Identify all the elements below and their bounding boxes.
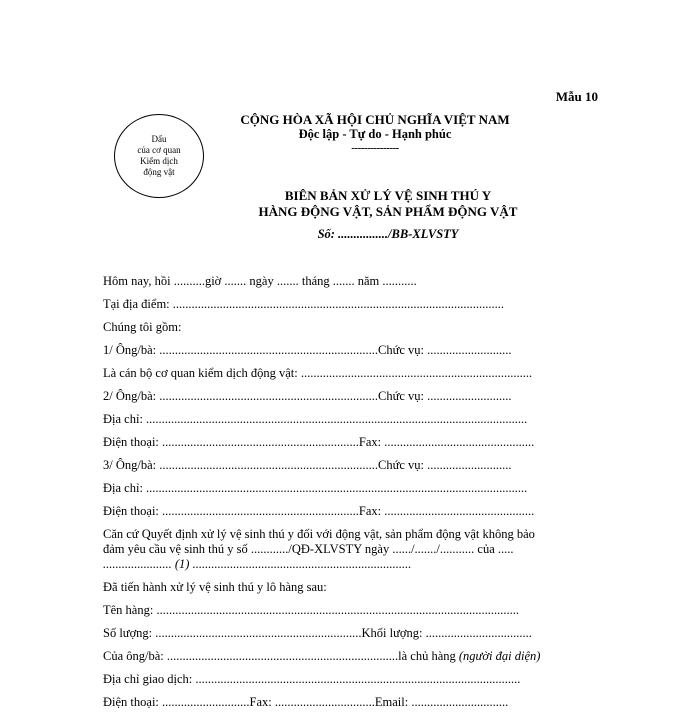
field-trading-address: Địa chỉ giao dịch: ........................................................................................................ [103, 672, 521, 686]
basis-paragraph [103, 527, 573, 572]
stamp-line: Kiểm dịch [140, 156, 178, 166]
field-owner [103, 645, 573, 668]
document-number: Số: ................/BB-XLVSTY [317, 227, 459, 241]
field-phone-3: Điện thoại: ...............................................................Fax: ................................................ [103, 504, 535, 518]
basis-line-3: ...................... (1) ...................................................................... [103, 557, 412, 571]
document-title [200, 188, 576, 244]
agency-stamp [114, 114, 204, 198]
national-motto: Độc lập - Tự do - Hạnh phúc [298, 127, 452, 141]
form-body [103, 270, 573, 714]
field-location: Tại địa điểm: .......................................................................................................... [103, 297, 505, 311]
field-processed-heading: Đã tiến hành xử lý vệ sinh thú y lô hàng sau: [103, 580, 327, 594]
basis-line-2: đảm yêu cầu vệ sinh thú y số ............/QĐ-XLVSTY ngày ....../......./........... của ..... [103, 542, 514, 556]
owner-text: Của ông/bà: ..........................................................................là chủ hàng [103, 649, 459, 663]
field-quantity: Số lượng: ..................................................................Khối lượng: .................................. [103, 626, 532, 640]
basis-line-1: Căn cứ Quyết định xử lý vệ sinh thú y đối với động vật, sản phẩm động vật không bảo [103, 527, 535, 541]
field-goods-name: Tên hàng: .................................................................................................................... [103, 603, 519, 617]
field-date-time: Hôm nay, hồi ..........giờ ....... ngày ....... tháng ....... năm ........... [103, 274, 417, 288]
title-line-2: HÀNG ĐỘNG VẬT, SẢN PHẨM ĐỘNG VẬT [258, 204, 518, 219]
field-members-heading: Chúng tôi gồm: [103, 320, 182, 334]
stamp-line: Dấu [151, 134, 167, 144]
header-divider: --------------- [351, 142, 399, 154]
title-line-1: BIÊN BẢN XỬ LÝ VỆ SINH THÚ Y [284, 188, 492, 203]
field-officer: Là cán bộ cơ quan kiểm dịch động vật: .......................................................................... [103, 366, 533, 380]
field-contact: Điện thoại: ............................Fax: ................................Email: ............................... [103, 695, 509, 709]
field-address-3: Địa chỉ: .......................................................................................................................... [103, 481, 528, 495]
field-member-3: 3/ Ông/bà: ......................................................................Chức vụ: ........................... [103, 458, 512, 472]
field-member-1: 1/ Ông/bà: ......................................................................Chức vụ: ........................... [103, 343, 512, 357]
field-phone-2: Điện thoại: ...............................................................Fax: ................................................ [103, 435, 535, 449]
stamp-line: động vật [143, 167, 175, 177]
country-name: CỘNG HÒA XÃ HỘI CHỦ NGHĨA VIỆT NAM [240, 112, 510, 127]
form-code: Mẫu 10 [555, 89, 598, 104]
owner-note: (người đại diện) [458, 649, 541, 663]
field-member-2: 2/ Ông/bà: ......................................................................Chức vụ: ........................... [103, 389, 512, 403]
field-address-2: Địa chỉ: .......................................................................................................................... [103, 412, 528, 426]
stamp-line: của cơ quan [137, 145, 181, 155]
national-header [220, 112, 530, 154]
